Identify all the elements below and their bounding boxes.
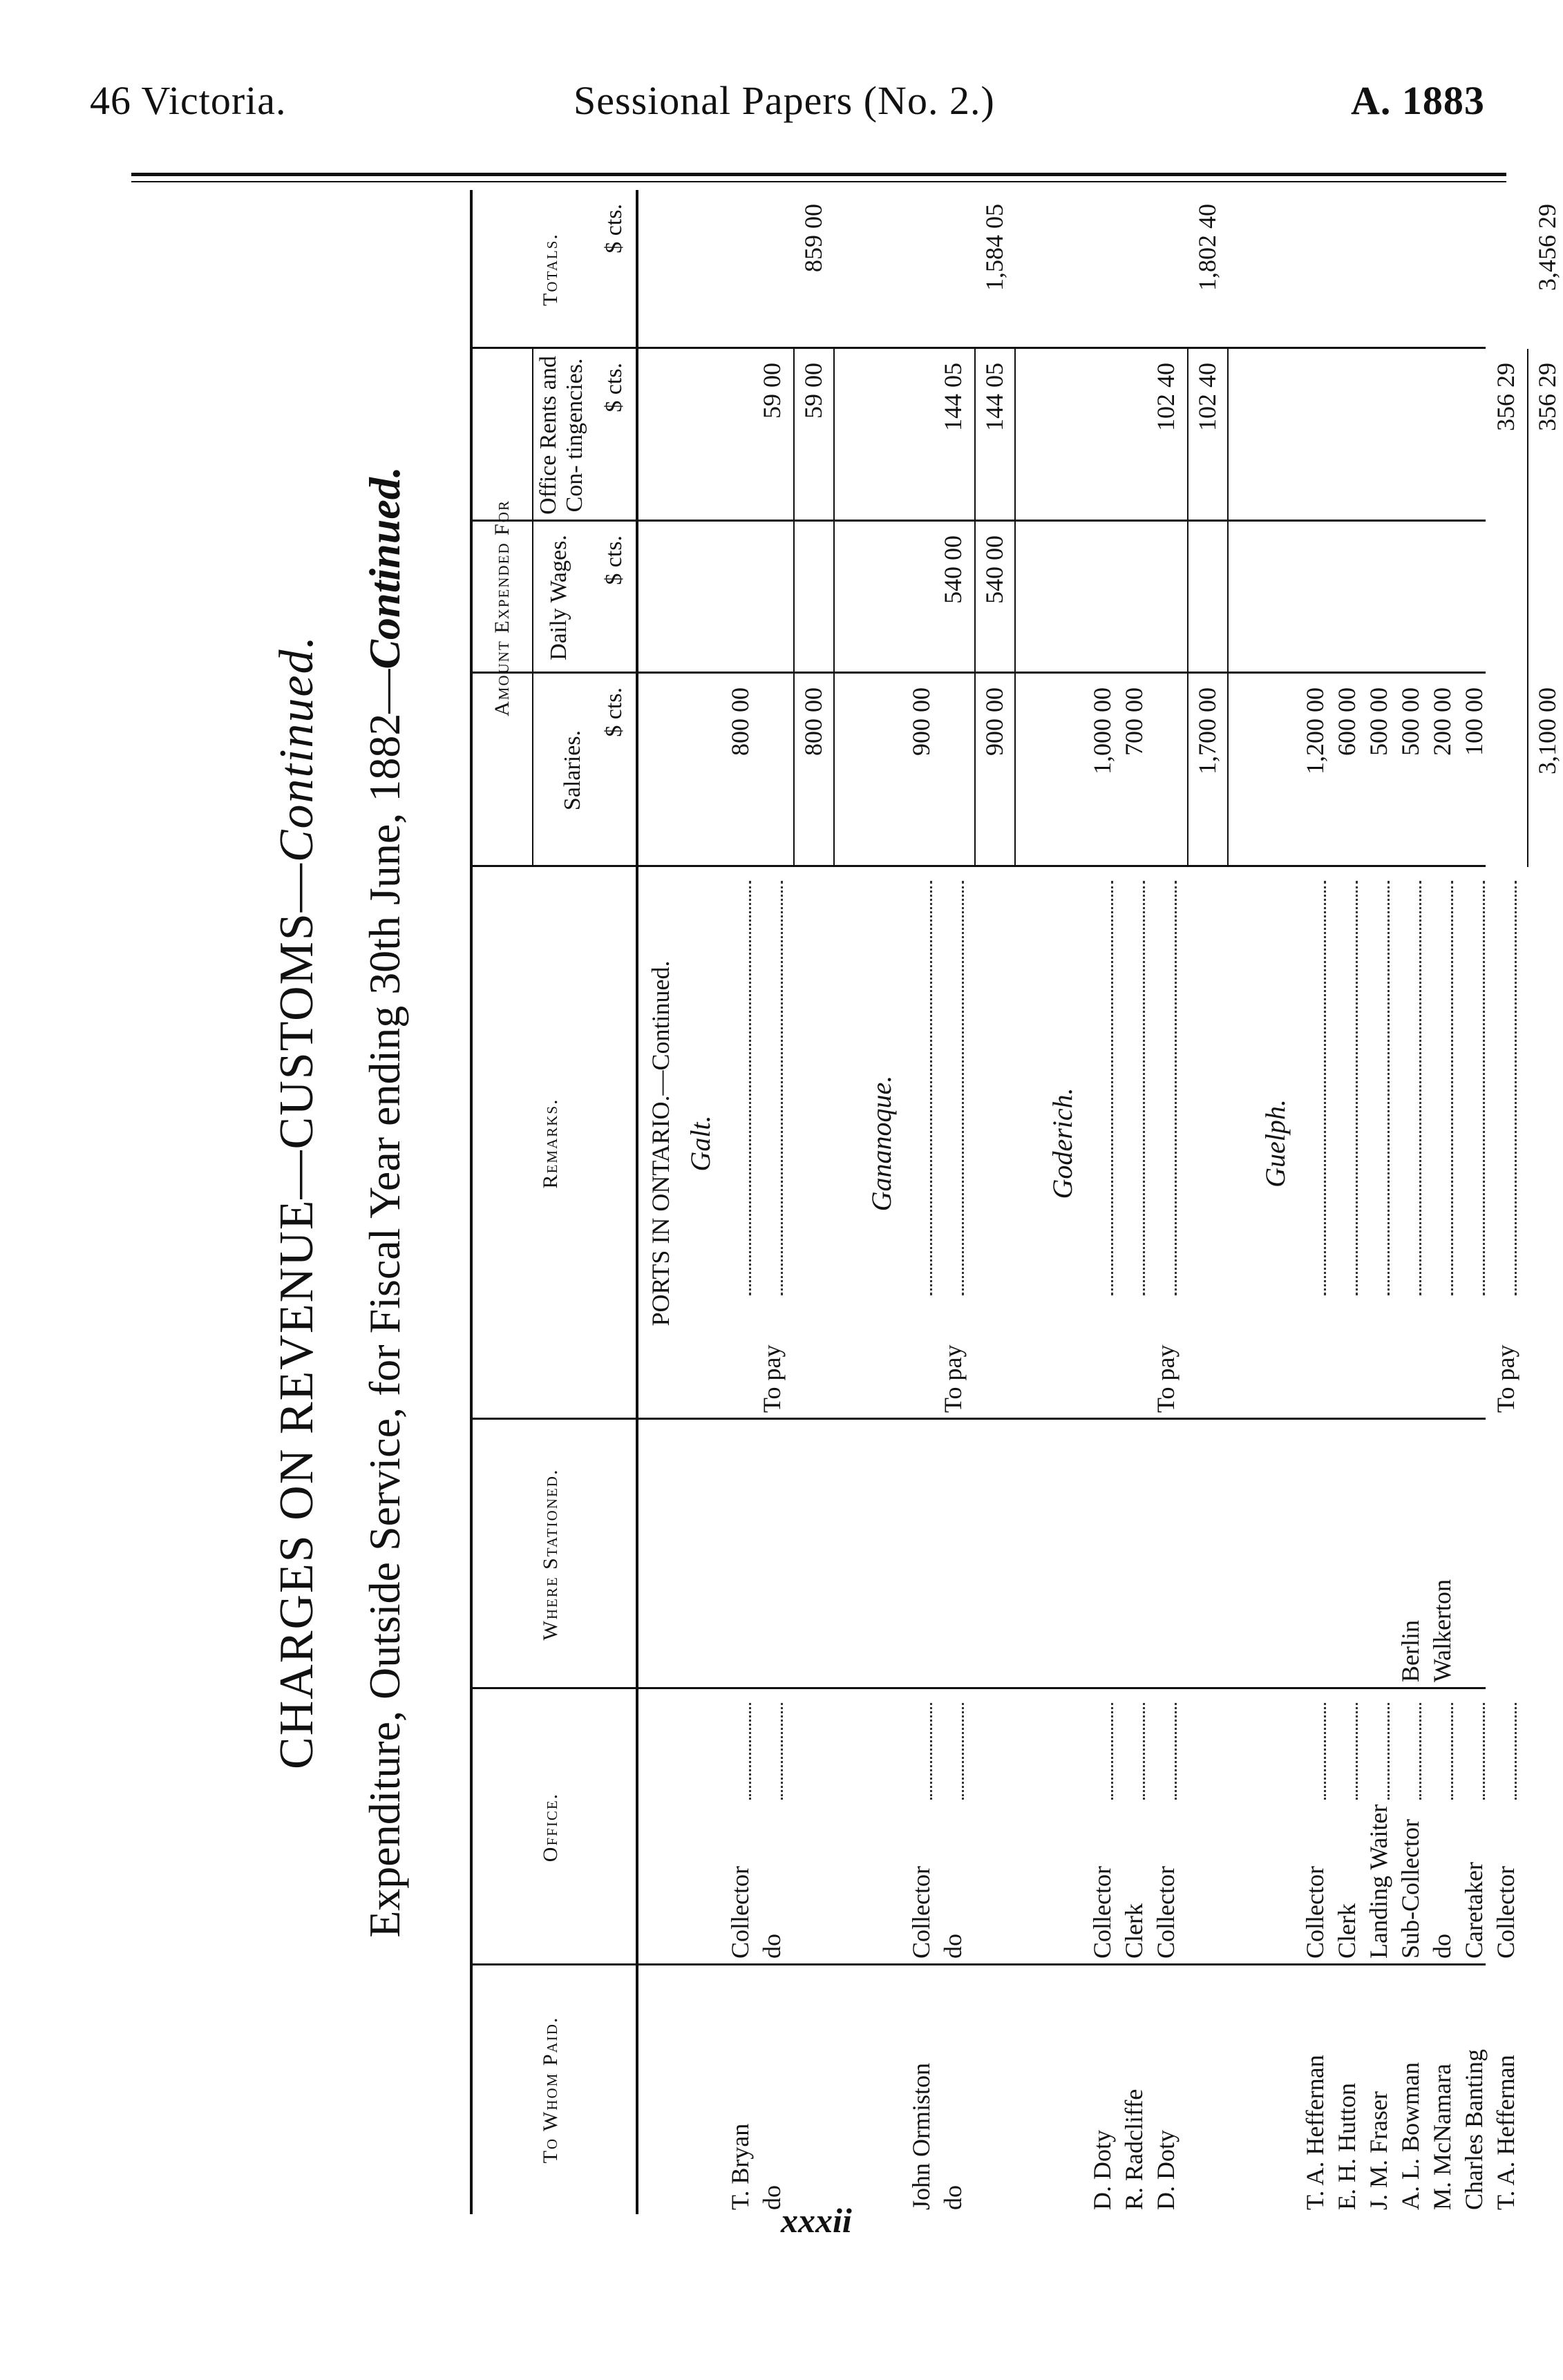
office-title: do [939,1934,967,1959]
column-divider [470,1418,1486,1420]
sum-rule-bottom [833,349,835,867]
amount-sal: 600 00 [1333,687,1361,756]
payee-name: R. Radcliffe [1120,2088,1148,2210]
col-header-totals: Totals. [539,233,562,306]
leader-dots [1324,881,1326,1295]
leader-dots [781,881,783,1295]
group-name: Guelph. [1260,1099,1291,1188]
remark: To pay [939,1344,967,1413]
group-name: Goderich. [1047,1087,1078,1199]
leader-dots [1387,1703,1390,1800]
unit-label-sal: $ cts. [601,687,627,737]
col-header-amount: Amount Expended For [491,499,513,716]
column-divider [470,1687,1486,1689]
office-title: Clerk [1333,1903,1361,1959]
payee-name: D. Doty [1088,2130,1116,2210]
page-title: CHARGES ON REVENUE—CUSTOMS—Continued. [270,635,323,1769]
table-top-rule [470,190,473,2214]
leader-dots [1111,1703,1113,1800]
section-title: PORTS IN ONTARIO.—Continued. [647,960,674,1326]
leader-dots [1324,1703,1326,1800]
office-title: Collector [1152,1866,1180,1959]
sum-tot: 1,584 05 [981,204,1008,291]
header-right: A. 1883 [1351,78,1485,123]
payee-name: T. A. Heffernan [1492,2055,1519,2210]
leader-dots [962,881,964,1295]
header-rule-thin [131,181,1506,182]
amount-ofc: 59 00 [758,363,786,419]
col-header-office: Office. [539,1792,562,1863]
leader-dots [1515,881,1517,1295]
rotated-table-page [263,190,1561,2214]
payee-name: do [758,2185,786,2210]
office-title: Collector [1301,1866,1329,1959]
amount-ofc: 144 05 [939,363,967,431]
amount-sal: 1,200 00 [1301,687,1329,774]
col-header-where: Where Stationed. [539,1468,562,1641]
payee-name: John Ormiston [907,2062,935,2210]
amount-ofc: 102 40 [1152,363,1180,431]
leader-dots [1143,1703,1145,1800]
amount-sub-rule [532,349,533,867]
header-center: Sessional Papers (No. 2.) [574,78,995,123]
remark: To pay [758,1344,786,1413]
sum-sal: 900 00 [981,687,1008,756]
office-title: Caretaker [1460,1862,1488,1959]
payee-name: J. M. Fraser [1365,2091,1392,2210]
office-title: Landing Waiter [1365,1804,1392,1959]
amount-sal: 500 00 [1396,687,1424,756]
header-rule [131,173,1506,176]
col-header-salaries: Salaries. [560,730,585,811]
unit-label-ofc: $ cts. [601,363,627,412]
sum-ofc: 144 05 [981,363,1008,431]
leader-dots [749,881,751,1295]
unit-label-wag: $ cts. [601,535,627,585]
payee-name: T. A. Heffernan [1301,2055,1329,2210]
amount-sal: 1,000 00 [1088,687,1116,774]
leader-dots [749,1703,751,1800]
leader-dots [1356,1703,1358,1800]
amount-sal: 200 00 [1428,687,1456,756]
sum-tot: 3,456 29 [1533,204,1561,291]
leader-dots [1451,1703,1453,1800]
payee-name: A. L. Bowman [1396,2062,1424,2210]
leader-dots [1419,881,1421,1295]
col-header-remarks: Remarks. [539,1098,562,1189]
sum-sal: 800 00 [799,687,827,756]
payee-name: Charles Banting [1460,2049,1488,2210]
sum-rule [974,349,976,867]
column-divider [470,1963,1486,1965]
leader-dots [930,881,932,1295]
leader-dots [1175,881,1177,1295]
amount-sal: 100 00 [1460,687,1488,756]
sum-sal: 1,700 00 [1193,687,1221,774]
payee-name: do [939,2185,967,2210]
amount-wag: 540 00 [939,535,967,604]
sum-rule [1187,349,1188,867]
office-title: Collector [1088,1866,1116,1959]
leader-dots [781,1703,783,1800]
page-subtitle: Expenditure, Outside Service, for Fiscal Year ending 30th June, 1882—Continued. [360,466,409,1938]
station: Walkerton [1428,1579,1456,1682]
payee-name: T. Bryan [726,2123,754,2210]
sum-ofc: 356 29 [1533,363,1561,431]
sum-rule-bottom [1227,349,1229,867]
payee-name: M. McNamara [1428,2064,1456,2210]
amount-sal: 800 00 [726,687,754,756]
header-bottom-rule [636,190,638,2214]
sum-rule [793,349,795,867]
leader-dots [1143,881,1145,1295]
header-left: 46 Victoria. [90,78,287,123]
office-title: Clerk [1120,1903,1148,1959]
amount-sal: 500 00 [1365,687,1392,756]
group-name: Gananoque. [866,1075,897,1212]
payee-name: D. Doty [1152,2130,1180,2210]
office-title: Collector [726,1866,754,1959]
leader-dots [962,1703,964,1800]
leader-dots [1483,881,1485,1295]
sum-ofc: 102 40 [1193,363,1221,431]
office-title: Collector [907,1866,935,1959]
amount-ofc: 356 29 [1492,363,1519,431]
sum-tot: 1,802 40 [1193,204,1221,291]
leader-dots [1175,1703,1177,1800]
office-title: Sub-Collector [1396,1819,1424,1959]
office-title: do [1428,1934,1456,1959]
remark: To pay [1152,1344,1180,1413]
amount-sal: 900 00 [907,687,935,756]
sum-rule-bottom [1014,349,1016,867]
office-title: Collector [1492,1866,1519,1959]
col-header-office-rents: Office Rents and Con- tingencies. [536,356,587,515]
leader-dots [1483,1703,1485,1800]
office-title: do [758,1934,786,1959]
col-header-wages: Daily Wages. [546,535,571,660]
payee-name: E. H. Hutton [1333,2083,1361,2210]
leader-dots [930,1703,932,1800]
sum-rule [1527,349,1528,867]
col-header-to-whom: To Whom Paid. [539,2016,562,2164]
leader-dots [1419,1703,1421,1800]
sum-sal: 3,100 00 [1533,687,1561,774]
station: Berlin [1396,1620,1424,1682]
sum-tot: 859 00 [799,204,827,272]
page-number: xxxii [781,2201,852,2240]
unit-label-tot: $ cts. [601,204,627,254]
sum-ofc: 59 00 [799,363,827,419]
remark: To pay [1492,1344,1519,1413]
leader-dots [1111,881,1113,1295]
leader-dots [1387,881,1390,1295]
group-name: Galt. [685,1115,716,1172]
amount-sal: 700 00 [1120,687,1148,756]
leader-dots [1515,1703,1517,1800]
leader-dots [1356,881,1358,1295]
sum-wag: 540 00 [981,535,1008,604]
leader-dots [1451,881,1453,1295]
